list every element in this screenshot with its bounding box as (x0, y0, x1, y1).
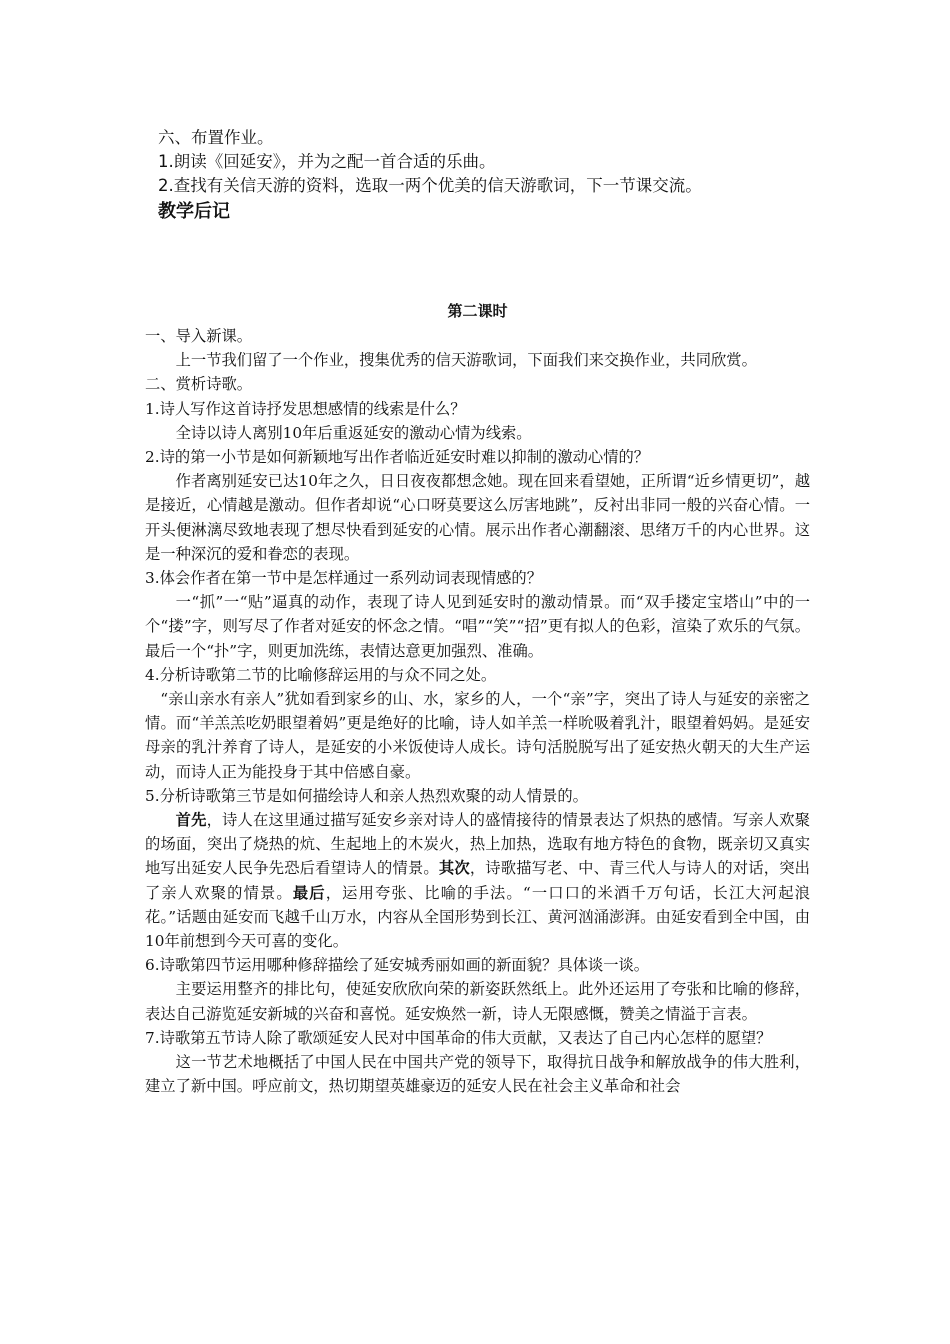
answer-4: “亲山亲水有亲人”犹如看到家乡的山、水，家乡的人，一个“亲”字，突出了诗人与延安的亲密之情。而“羊羔羔吃奶眼望着妈”更是绝好的比喻，诗人如羊羔一样吮吸着乳汁，眼望着妈妈。是延安母亲的乳汁养育了诗人，是延安的小米饭使诗人成长。诗句活脱脱写出了延安热火朝天的大生产运动，而诗人正为能投身于其中倍感自豪。 (145, 690, 810, 781)
answer-1: 全诗以诗人离别10年后重返延安的激动心情为线索。 (175, 423, 532, 442)
question-5: 5.分析诗歌第三节是如何描绘诗人和亲人热烈欢聚的动人情景的。 (145, 786, 588, 805)
teaching-notes-heading: 教学后记 (158, 201, 230, 222)
question-2: 2.诗的第一小节是如何新颖地写出作者临近延安时难以抑制的激动心情的？ (145, 448, 650, 467)
keyword-first: 首先 (175, 811, 207, 830)
appreciate-heading: 二、赏析诗歌。 (145, 375, 253, 394)
answer-6: 主要运用整齐的排比句，使延安欣欣向荣的新姿跃然纸上。此外还运用了夸张和比喻的修辞，表达自己游览延安新城的兴奋和喜悦。延安焕然一新，诗人无限感慨，赞美之情溢于言表。 (145, 980, 810, 1023)
question-3: 3.体会作者在第一节中是怎样通过一系列动词表现情感的？ (145, 569, 543, 588)
answer-5 (145, 808, 810, 953)
homework-section (158, 126, 798, 226)
answer-3: 一“抓”一“贴”逼真的动作，表现了诗人见到延安时的激动情景。而“双手搂定宝塔山”中的一个“搂”字，则写尽了作者对延安的怀念之情。“唱”“笑”“招”更有拟人的色彩，渲染了欢乐的气氛。最后一个“扑”字，则更加洗练，表情达意更加强烈、准确。 (145, 593, 810, 660)
answer-7: 这一节艺术地概括了中国人民在中国共产党的领导下，取得抗日战争和解放战争的伟大胜利，建立了新中国。呼应前文，热切期望英雄豪迈的延安人民在社会主义革命和社会 (145, 1053, 810, 1096)
homework-task-1: 1.朗读《回延安》，并为之配一首合适的乐曲。 (158, 152, 496, 171)
lesson2-section (145, 298, 810, 1099)
question-4: 4.分析诗歌第二节的比喻修辞运用的与众不同之处。 (145, 665, 497, 684)
question-1: 1.诗人写作这首诗抒发思想感情的线索是什么？ (145, 399, 466, 418)
lesson2-title: 第二课时 (447, 302, 508, 320)
keyword-last: 最后 (292, 883, 326, 902)
homework-heading: 六、布置作业。 (158, 128, 274, 147)
answer-5-part-1: ，诗人在这里通过描写延安乡亲对诗人的盛情接待的情景表达了炽热的感情。写亲人欢聚的场面，突出了烧热的炕、生起地上的木炭火，热上加热，选取有地方特色的食物，既亲切又真实地写出延安人民争先恐后看望诗人的情景。 (145, 811, 810, 878)
answer-5-part-2: ，诗歌描写老、中、青三代人与诗人的对话，突出了亲人欢聚的情景。 (145, 859, 810, 902)
question-6: 6.诗歌第四节运用哪种修辞描绘了延安城秀丽如画的新面貌？具体谈一谈。 (145, 956, 650, 975)
question-7: 7.诗歌第五节诗人除了歌颂延安人民对中国革命的伟大贡献，又表达了自己内心怎样的愿望？ (145, 1028, 772, 1047)
answer-2: 作者离别延安已达10年之久，日日夜夜都想念她。现在回来看望她，正所谓“近乡情更切”，越是接近，心情越是激动。但作者却说“心口呀莫要这么厉害地跳”，反衬出非同一般的兴奋心情。一开头便淋漓尽致地表现了想尽快看到延安的心情。展示出作者心潮翻滚、思绪万千的内心世界。这是一种深沉的爱和眷恋的表现。 (145, 472, 810, 563)
homework-task-2: 2.查找有关信天游的资料，选取一两个优美的信天游歌词，下一节课交流。 (158, 176, 702, 195)
answer-5-part-3: ，运用夸张、比喻的手法。“一口口的米酒千万句话，长江大河起浪花。”话题由延安而飞越千山万水，内容从全国形势到长江、黄河汹涌澎湃。由延安看到全中国，由10年前想到今天可喜的变化。 (145, 883, 810, 951)
intro-text: 上一节我们留了一个作业，搜集优秀的信天游歌词，下面我们来交换作业，共同欣赏。 (175, 351, 757, 370)
intro-heading: 一、导入新课。 (145, 327, 253, 345)
keyword-second: 其次 (438, 859, 470, 878)
